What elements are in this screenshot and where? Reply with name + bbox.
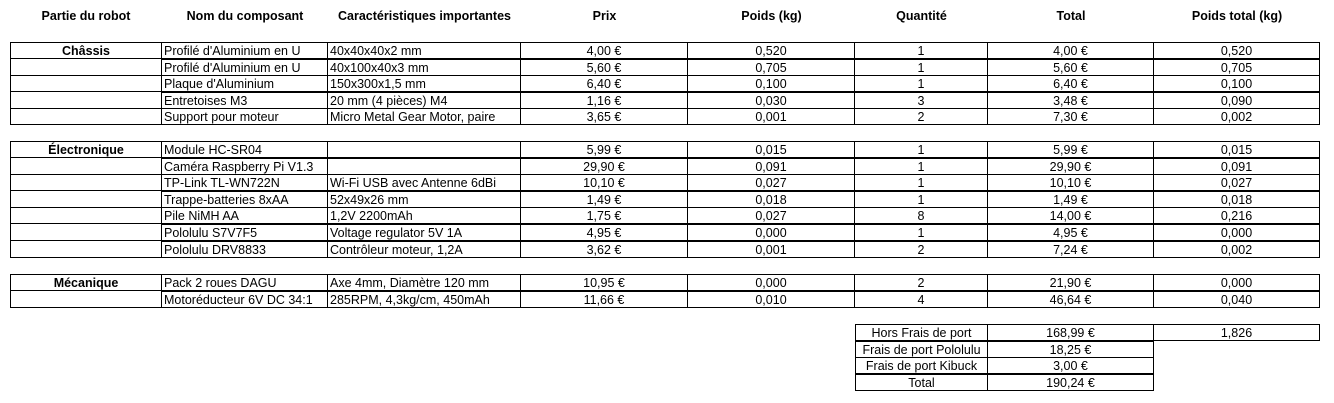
table-cell[interactable]: Pack 2 roues DAGU	[162, 274, 328, 291]
table-cell[interactable]: 1,75 €	[521, 207, 688, 224]
table-cell[interactable]: 5,99 €	[988, 141, 1154, 158]
table-cell[interactable]: Trappe-batteries 8xAA	[162, 191, 328, 208]
table-cell[interactable]: 0,010	[688, 291, 855, 308]
section-spacer[interactable]	[10, 191, 162, 208]
table-cell[interactable]: 8	[855, 207, 988, 224]
header-1[interactable]: Nom du composant	[186, 9, 304, 23]
table-cell[interactable]: 21,90 €	[988, 274, 1154, 291]
table-cell[interactable]: 5,99 €	[521, 141, 688, 158]
table-cell[interactable]: 3,65 €	[521, 108, 688, 125]
table-cell[interactable]: 3,48 €	[988, 92, 1154, 109]
table-cell[interactable]: 1	[855, 141, 988, 158]
table-cell[interactable]: Profilé d'Aluminium en U	[162, 42, 328, 59]
table-cell[interactable]: 0,018	[1154, 191, 1320, 208]
table-cell[interactable]: 0,002	[1154, 241, 1320, 258]
table-cell[interactable]: 10,95 €	[521, 274, 688, 291]
table-cell[interactable]: 14,00 €	[988, 207, 1154, 224]
header-2[interactable]: Caractéristiques importantes	[338, 9, 511, 23]
header-3[interactable]: Prix	[592, 9, 617, 23]
table-cell[interactable]: 1,49 €	[988, 191, 1154, 208]
table-cell[interactable]: 0,027	[1154, 174, 1320, 191]
table-cell[interactable]: 1	[855, 158, 988, 175]
table-cell[interactable]: 52x49x26 mm	[328, 191, 521, 208]
table-cell[interactable]: 0,000	[688, 274, 855, 291]
table-cell[interactable]: Profilé d'Aluminium en U	[162, 59, 328, 76]
table-cell[interactable]: 20 mm (4 pièces) M4	[328, 92, 521, 109]
table-cell[interactable]: 0,100	[688, 75, 855, 92]
table-cell[interactable]: 40x100x40x3 mm	[328, 59, 521, 76]
section-spacer[interactable]	[10, 241, 162, 258]
table-cell[interactable]: 29,90 €	[988, 158, 1154, 175]
table-cell[interactable]	[328, 141, 521, 158]
table-cell[interactable]: 0,000	[688, 224, 855, 241]
summary-label[interactable]: Hors Frais de port	[855, 324, 988, 341]
table-cell[interactable]: Wi-Fi USB avec Antenne 6dBi	[328, 174, 521, 191]
table-cell[interactable]: Voltage regulator 5V 1A	[328, 224, 521, 241]
table-cell[interactable]: 7,24 €	[988, 241, 1154, 258]
summary-value[interactable]: 18,25 €	[988, 341, 1154, 358]
table-cell[interactable]: 1,2V 2200mAh	[328, 207, 521, 224]
table-cell[interactable]: Contrôleur moteur, 1,2A	[328, 241, 521, 258]
table-cell[interactable]: 6,40 €	[988, 75, 1154, 92]
section-spacer[interactable]	[10, 207, 162, 224]
table-cell[interactable]: 0,090	[1154, 92, 1320, 109]
table-cell[interactable]: 2	[855, 274, 988, 291]
table-cell[interactable]: 0,015	[1154, 141, 1320, 158]
header-4[interactable]: Poids (kg)	[741, 9, 802, 23]
table-cell[interactable]: 4,95 €	[521, 224, 688, 241]
table-cell[interactable]: 11,66 €	[521, 291, 688, 308]
table-cell[interactable]: 4,00 €	[988, 42, 1154, 59]
table-cell[interactable]: 2	[855, 108, 988, 125]
table-cell[interactable]: Micro Metal Gear Motor, paire	[328, 108, 521, 125]
table-cell[interactable]: 0,018	[688, 191, 855, 208]
table-cell[interactable]: 5,60 €	[988, 59, 1154, 76]
table-cell[interactable]: 1	[855, 191, 988, 208]
table-cell[interactable]: 46,64 €	[988, 291, 1154, 308]
table-cell[interactable]: 1,16 €	[521, 92, 688, 109]
summary-value[interactable]: 3,00 €	[988, 357, 1154, 374]
table-cell[interactable]: 1	[855, 59, 988, 76]
table-cell[interactable]: 0,091	[1154, 158, 1320, 175]
header-6[interactable]: Total	[1056, 9, 1086, 23]
header-7[interactable]: Poids total (kg)	[1191, 9, 1283, 23]
table-cell[interactable]: 0,000	[1154, 274, 1320, 291]
section-spacer[interactable]	[10, 92, 162, 109]
table-cell[interactable]: 1	[855, 75, 988, 92]
table-cell[interactable]: Entretoises M3	[162, 92, 328, 109]
section-spacer[interactable]	[10, 224, 162, 241]
section-spacer[interactable]	[10, 108, 162, 125]
table-cell[interactable]: TP-Link TL-WN722N	[162, 174, 328, 191]
table-cell[interactable]: 0,030	[688, 92, 855, 109]
header-0[interactable]: Partie du robot	[41, 9, 131, 23]
table-cell[interactable]: Pololulu S7V7F5	[162, 224, 328, 241]
table-cell[interactable]: 0,000	[1154, 224, 1320, 241]
table-cell[interactable]: Pololulu DRV8833	[162, 241, 328, 258]
section-label[interactable]: Électronique	[10, 141, 162, 158]
summary-value[interactable]: 168,99 €	[988, 324, 1154, 341]
table-cell[interactable]: 10,10 €	[988, 174, 1154, 191]
table-cell[interactable]: 0,705	[1154, 59, 1320, 76]
table-cell[interactable]: Axe 4mm, Diamètre 120 mm	[328, 274, 521, 291]
table-cell[interactable]: 5,60 €	[521, 59, 688, 76]
table-cell[interactable]: Motoréducteur 6V DC 34:1	[162, 291, 328, 308]
table-cell[interactable]: 3,62 €	[521, 241, 688, 258]
summary-weight[interactable]: 1,826	[1154, 324, 1320, 341]
summary-label[interactable]: Frais de port Kibuck	[855, 357, 988, 374]
table-cell[interactable]: 0,027	[688, 174, 855, 191]
table-cell[interactable]: 0,002	[1154, 108, 1320, 125]
table-cell[interactable]: 6,40 €	[521, 75, 688, 92]
section-spacer[interactable]	[10, 59, 162, 76]
table-cell[interactable]: 1	[855, 174, 988, 191]
table-cell[interactable]: Module HC-SR04	[162, 141, 328, 158]
section-label[interactable]: Mécanique	[10, 274, 162, 291]
table-cell[interactable]: 0,091	[688, 158, 855, 175]
table-cell[interactable]: 0,705	[688, 59, 855, 76]
table-cell[interactable]: 1,49 €	[521, 191, 688, 208]
section-spacer[interactable]	[10, 174, 162, 191]
section-spacer[interactable]	[10, 291, 162, 308]
table-cell[interactable]: 3	[855, 92, 988, 109]
table-cell[interactable]: 4,00 €	[521, 42, 688, 59]
table-cell[interactable]: Plaque d'Aluminium	[162, 75, 328, 92]
section-spacer[interactable]	[10, 75, 162, 92]
summary-label[interactable]: Frais de port Pololulu	[855, 341, 988, 358]
table-cell[interactable]: Support pour moteur	[162, 108, 328, 125]
table-cell[interactable]: 0,027	[688, 207, 855, 224]
table-cell[interactable]: 0,001	[688, 108, 855, 125]
table-cell[interactable]: 7,30 €	[988, 108, 1154, 125]
table-cell[interactable]: 0,100	[1154, 75, 1320, 92]
table-cell[interactable]: 0,015	[688, 141, 855, 158]
table-cell[interactable]: 4	[855, 291, 988, 308]
table-cell[interactable]: 0,040	[1154, 291, 1320, 308]
header-5[interactable]: Quantité	[896, 9, 947, 23]
table-cell[interactable]: 40x40x40x2 mm	[328, 42, 521, 59]
table-cell[interactable]: 1	[855, 224, 988, 241]
table-cell[interactable]: 10,10 €	[521, 174, 688, 191]
table-cell[interactable]: Caméra Raspberry Pi V1.3	[162, 158, 328, 175]
table-cell[interactable]: 150x300x1,5 mm	[328, 75, 521, 92]
table-cell[interactable]: 4,95 €	[988, 224, 1154, 241]
summary-label[interactable]: Total	[855, 374, 988, 391]
table-cell[interactable]: 0,001	[688, 241, 855, 258]
summary-value[interactable]: 190,24 €	[988, 374, 1154, 391]
table-cell[interactable]: Pile NiMH AA	[162, 207, 328, 224]
section-spacer[interactable]	[10, 158, 162, 175]
table-cell[interactable]: 0,520	[1154, 42, 1320, 59]
table-cell[interactable]: 1	[855, 42, 988, 59]
table-cell[interactable]	[328, 158, 521, 175]
section-label[interactable]: Châssis	[10, 42, 162, 59]
table-cell[interactable]: 285RPM, 4,3kg/cm, 450mAh	[328, 291, 521, 308]
table-cell[interactable]: 0,216	[1154, 207, 1320, 224]
table-cell[interactable]: 0,520	[688, 42, 855, 59]
table-cell[interactable]: 29,90 €	[521, 158, 688, 175]
table-cell[interactable]: 2	[855, 241, 988, 258]
